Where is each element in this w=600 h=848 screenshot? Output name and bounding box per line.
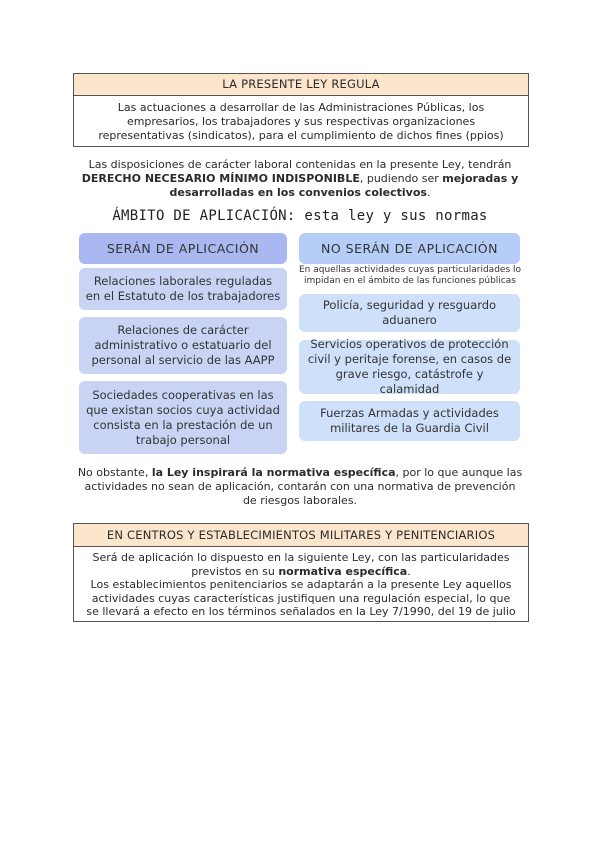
seran-header: SERÁN DE APLICACIÓN [79,233,287,264]
regula-line: representativas (sindicatos), para el cumplimiento de dichos fines (ppios) [98,129,504,142]
centros-line: Los establecimientos penitenciarios se adaptarán a la presente Ley aquellos [90,578,512,591]
centros-box [73,523,529,622]
para1-bold1: DERECHO NECESARIO MÍNIMO INDISPONIBLE [81,172,360,185]
ambito-heading: ÁMBITO DE APLICACIÓN: esta ley y sus normas [112,208,488,224]
para2-line2: actividades no sean de aplicación, contarán con una normativa de prevención [84,480,516,493]
centros-line: Será de aplicación lo dispuesto en la siguiente Ley, con las particularidades [92,551,510,564]
para1-line1: Las disposiciones de carácter laboral contenidas en la presente Ley, tendrán [88,158,512,171]
right-item: Policía, seguridad y resguardo aduanero [299,294,520,332]
para2-line1-end: , por lo que aunque las [395,466,523,479]
left-item: Relaciones laborales reguladas en el Estatuto de los trabajadores [79,268,287,310]
para1-bold2: mejoradas y [442,172,519,185]
para2-start: No obstante, [77,466,152,479]
centros-line2-end: . [407,564,411,578]
para2-line3: de riesgos laborales. [242,494,358,507]
centros-line2-start: previstos en su [191,564,279,578]
regula-line: empresarios, los trabajadores y sus respectivas organizaciones [126,115,476,128]
right-item: Fuerzas Armadas y actividades militares de la Guardia Civil [299,401,520,441]
para1-line2 [60,172,540,186]
no-seran-header: NO SERÁN DE APLICACIÓN [299,233,520,264]
centros-line [84,565,518,579]
para2-line1 [60,466,540,480]
para2-bold: la Ley inspirará la normativa específica [151,466,396,479]
no-seran-note: En aquellas actividades cuyas particularidades lo impidan en el ámbito de las funciones públicas [298,265,522,286]
regula-line: Las actuaciones a desarrollar de las Administraciones Públicas, los [117,101,485,114]
disposiciones-paragraph [60,158,540,200]
centros-body [74,547,528,623]
centros-line: se llevará a efecto en los términos señalados en la Ley 7/1990, del 19 de julio [86,605,516,618]
left-item: Sociedades cooperativas en las que existan socios cuya actividad consista en la prestación de un trabajo personal [79,381,287,454]
para1-mid: , pudiendo ser [359,172,443,185]
right-item: Servicios operativos de protección civil y peritaje forense, en casos de grave riesgo, catástrofe y calamidad [299,340,520,394]
para1-bold3: desarrolladas en los convenios colectivos [169,186,427,199]
no-obstante-paragraph [60,466,540,508]
regula-header: LA PRESENTE LEY REGULA [74,74,528,96]
centros-line: actividades cuyas características justifiquen una regulación especial, lo que [91,591,511,605]
regula-box [73,73,529,147]
para1-end: . [426,186,431,199]
centros-header: EN CENTROS Y ESTABLECIMIENTOS MILITARES Y PENITENCIARIOS [74,524,528,547]
para1-line3 [60,186,540,200]
regula-body [74,96,528,147]
centros-line2-bold: normativa específica [278,564,408,578]
left-item: Relaciones de carácter administrativo o estatuario del personal al servicio de las AAPP [79,317,287,374]
